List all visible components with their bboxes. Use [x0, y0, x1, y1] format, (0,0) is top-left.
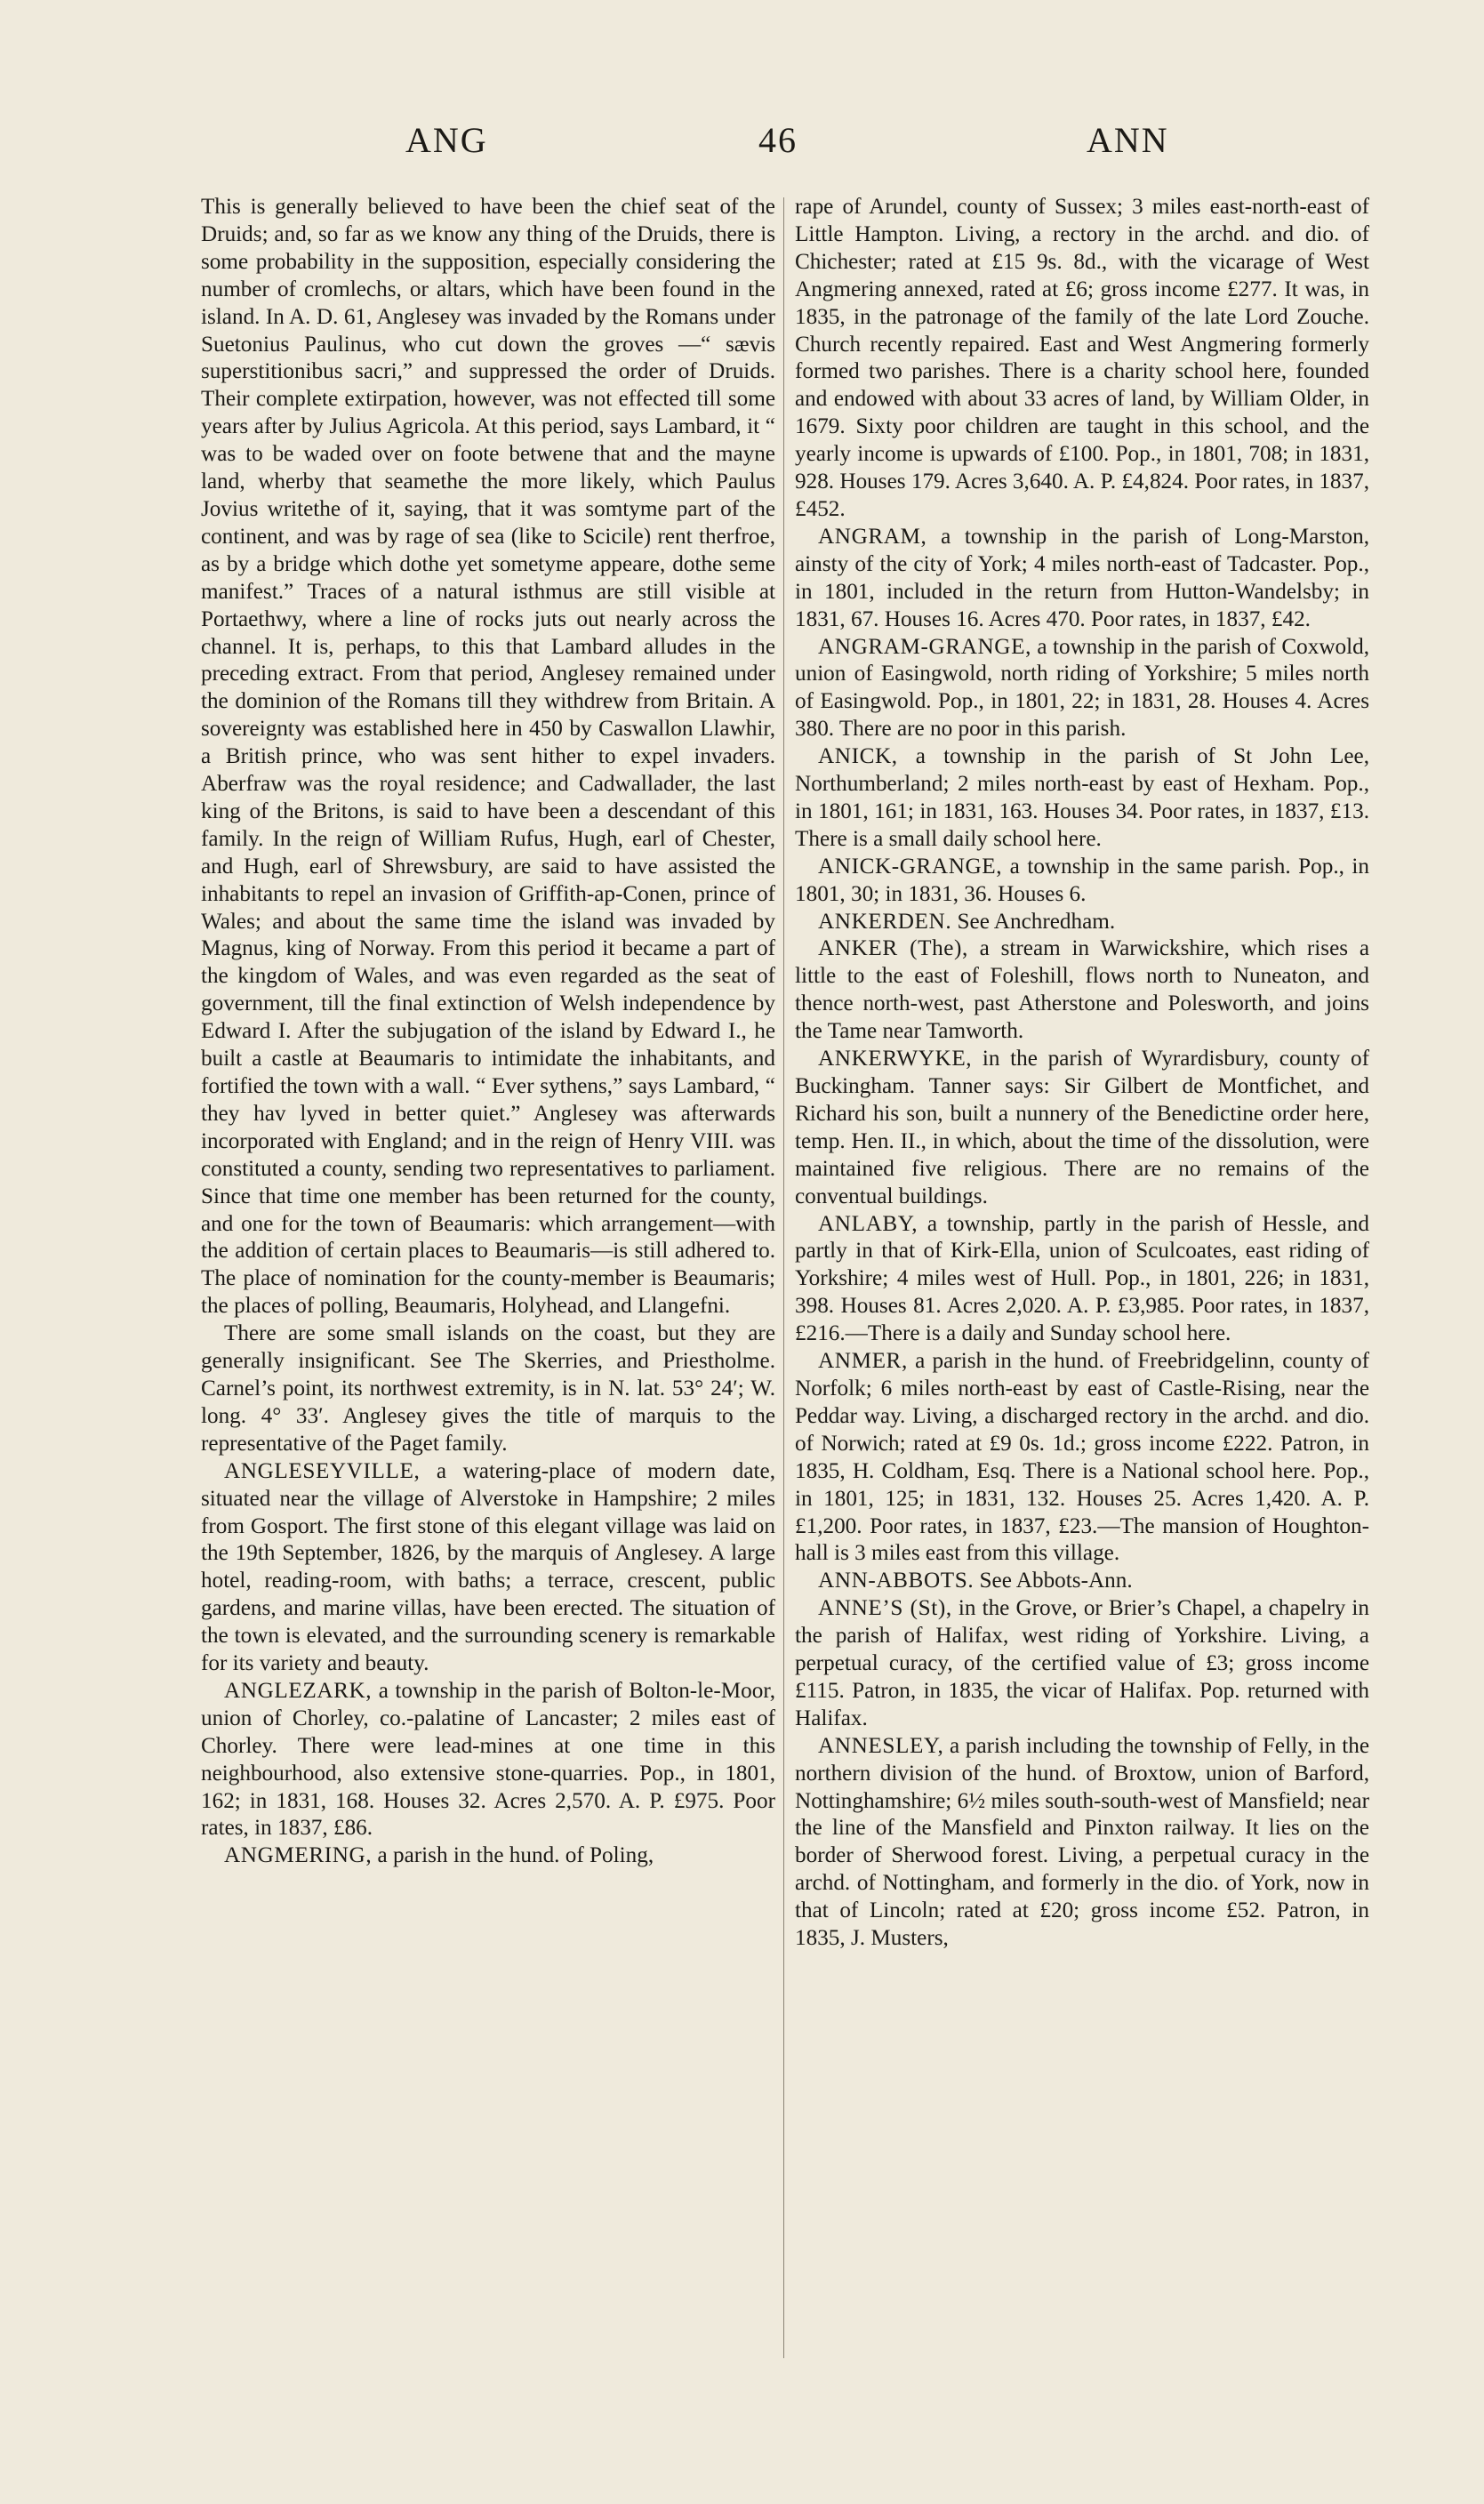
entry-title: ANN-ABBOTS. — [818, 1569, 975, 1593]
entry-title: ANNESLEY, — [818, 1733, 944, 1758]
gazetteer-entry — [795, 935, 1369, 1046]
left-column — [201, 194, 775, 1870]
entry-text: in the parish of Wyrardisbury, county of Buckingham. Tanner says: Sir Gilbert de Montfichet, and Richard his son, built a nunnery of the Benedictine order here, temp. Hen. II., in which, about the time of the dissolution, were maintained five religious. There are no remains of the conventual buildings. — [795, 1047, 1369, 1208]
entry-text: a township in the parish of Long-Marston, ainsty of the city of York; 4 miles north-east of Tadcaster. Pop., in 1801, included in the return from Hutton-Wandelsby; in 1831, 67. Houses 16. Acres 470. Poor rates, in 1837, £42. — [795, 524, 1369, 631]
entry-title: ANGRAM-GRANGE, — [818, 634, 1031, 659]
right-column — [795, 194, 1369, 1953]
gazetteer-entry — [201, 1842, 775, 1870]
gazetteer-entry — [795, 524, 1369, 634]
gazetteer-entry — [795, 743, 1369, 854]
gazetteer-paragraph: There are some small islands on the coast, but they are generally insignificant. See The Skerries, and Priestholme. Carnel’s point, its northwest extremity, is in N. lat. 53° 24′; W. long. 4° 33′. Anglesey gives the title of marquis to the representative of the Paget family. — [201, 1321, 775, 1456]
right-headword: ANN — [1087, 120, 1169, 160]
gazetteer-entry — [201, 1678, 775, 1842]
column-divider — [783, 197, 784, 2358]
gazetteer-entry — [795, 634, 1369, 744]
entry-text: a watering-place of modern date, situated near the village of Alverstoke in Hampshire; 2 miles from Gosport. The first stone of this elegant village was laid on the 19th September, 1826, by the marquis of Anglesey. A large hotel, reading-room, with baths; a terrace, crescent, public gardens, and marine villas, have been erected. The situation of the town is elevated, and the surrounding scenery is remarkable for its variety and beauty. — [201, 1458, 775, 1676]
running-header — [0, 120, 1484, 176]
entry-title: ANLABY, — [818, 1211, 918, 1236]
gazetteer-entry — [795, 1348, 1369, 1568]
entry-text: a township, partly in the parish of Hessle, and partly in that of Kirk-Ella, union of Sculcoates, east riding of Yorkshire; 4 miles west of Hull. Pop., in 1801, 226; in 1831, 398. Houses 81. Acres 2,020. A. P. £3,985. Poor rates, in 1837, £216.—There is a daily and Sunday school here. — [795, 1211, 1369, 1346]
gazetteer-entry — [795, 1211, 1369, 1349]
entry-text: in the Grove, or Brier’s Chapel, a chapelry in the parish of Halifax, west riding of Yorkshire. Living, a perpetual curacy, of the certified value of £3; gross income £115. Patron, in 1835, the vicar of Halifax. Pop. returned with Halifax. — [795, 1596, 1369, 1730]
entry-text: a township in the same parish. Pop., in 1801, 30; in 1831, 36. Houses 6. — [795, 854, 1369, 906]
left-headword: ANG — [405, 120, 488, 160]
entry-title: ANMER, — [818, 1349, 908, 1374]
entry-text: a parish including the township of Felly, in the northern division of the hund. of Broxtow, union of Barford, Nottinghamshire; 6½ miles south-south-west of Mansfield; near the line of the Mansfield and Pinxton railway. It lies on the border of Sherwood forest. Living, a perpetual curacy in the archd. of Nottingham, and formerly in the dio. of York, now in that of Lincoln; rated at £20; gross income £52. Patron, in 1835, J. Musters, — [795, 1733, 1369, 1951]
entry-title: ANGRAM, — [818, 524, 927, 549]
entry-text: a parish in the hund. of Freebridgelinn, county of Norfolk; 6 miles north-east by east of Castle-Rising, near the Peddar way. Living, a discharged rectory in the archd. and dio. of Norwich; rated at £9 0s. 1d.; gross income £222. Patron, in 1835, H. Coldham, Esq. There is a National school here. Pop., in 1801, 125; in 1831, 132. Houses 25. Acres 1,420. A. P. £1,200. Poor rates, in 1837, £23.—The mansion of Houghton-hall is 3 miles east from this village. — [795, 1349, 1369, 1566]
entry-title: ANKERDEN. — [818, 909, 952, 934]
entry-text: a township in the parish of Bolton-le-Moor, union of Chorley, co.-palatine of Lancaster; 2 miles east of Chorley. There were lead-mines at one time in this neighbourhood, also extensive stone-quarries. Pop., in 1801, 162; in 1831, 168. Houses 32. Acres 2,570. A. P. £975. Poor rates, in 1837, £86. — [201, 1678, 775, 1841]
entry-title: ANNE’S (St), — [818, 1596, 952, 1621]
entry-title: ANICK-GRANGE, — [818, 854, 1003, 879]
gazetteer-entry — [795, 1595, 1369, 1733]
gazetteer-entry — [795, 1046, 1369, 1210]
gazetteer-entry — [795, 1568, 1369, 1595]
gazetteer-entry — [201, 1458, 775, 1678]
entry-text: a township in the parish of St John Lee, Northumberland; 2 miles north-east by east of Hexham. Pop., in 1801, 161; in 1831, 163. Houses 34. Poor rates, in 1837, £13. There is a small daily school here. — [795, 744, 1369, 851]
entry-title: ANGLESEYVILLE, — [224, 1458, 421, 1483]
entry-text: a parish in the hund. of Poling, — [372, 1843, 654, 1868]
entry-text: See Anchredham. — [951, 909, 1116, 934]
entry-text: See Abbots-Ann. — [974, 1569, 1133, 1593]
entry-text: a township in the parish of Coxwold, union of Easingwold, north riding of Yorkshire; 5 miles north of Easingwold. Pop., in 1801, 22; in 1831, 28. Houses 4. Acres 380. There are no poor in this parish. — [795, 634, 1369, 742]
entry-title: ANKERWYKE, — [818, 1047, 973, 1071]
entry-title: ANKER (The), — [818, 936, 968, 961]
entry-title: ANGLEZARK, — [224, 1678, 373, 1703]
gazetteer-entry — [795, 1733, 1369, 1953]
gazetteer-paragraph: rape of Arundel, county of Sussex; 3 miles east-north-east of Little Hampton. Living, a rectory in the archd. and dio. of Chichester; rated at £15 9s. 8d., with the vicarage of West Angmering annexed, rated at £6; gross income £277. It was, in 1835, in the patronage of the family of the late Lord Zouche. Church recently repaired. East and West Angmering formerly formed two parishes. There is a charity school here, founded and endowed with about 33 acres of land, by William Older, in 1679. Sixty poor children are taught in this school, and the yearly income is upwards of £100. Pop., in 1801, 708; in 1831, 928. Houses 179. Acres 3,640. A. P. £4,824. Poor rates, in 1837, £452. — [795, 195, 1369, 521]
gazetteer-entry — [795, 909, 1369, 936]
gazetteer-entry — [795, 854, 1369, 909]
entry-title: ANGMERING, — [224, 1843, 373, 1868]
gazetteer-paragraph: This is generally believed to have been the chief seat of the Druids; and, so far as we know any thing of the Druids, there is some probability in the supposition, especially considering the number of cromlechs, or altars, which have been found in the island. In A. D. 61, Anglesey was invaded by the Romans under Suetonius Paulinus, who cut down the groves —“ sævis superstitionibus sacri,” and suppressed the order of Druids. Their complete extirpation, however, was not effected till some years after by Julius Agricola. At this period, says Lambard, it “ was to be waded over on foote betwene that and the mayne land, wherby that seamethe the more likely, which Paulus Jovius writethe of it, saying, that it was somtyme part of the continent, and was by rage of sea (like to Scicile) rent therfroe, as by a bridge which dothe yet sometyme appeare, dothe seme manifest.” Traces of a natural isthmus are still visible at Portaethwy, where a line of rocks juts out nearly across the channel. It is, perhaps, to this that Lambard alludes in the preceding extract. From that period, Anglesey remained under the dominion of the Romans till they withdrew from Britain. A sovereignty was established here in 450 by Caswallon Llawhir, a British prince, who was sent hither to expel invaders. Aberfraw was the royal residence; and Cadwallader, the last king of the Britons, is said to have been a descendant of this family. In the reign of William Rufus, Hugh, earl of Chester, and Hugh, earl of Shrewsbury, are said to have assisted the inhabitants to repel an invasion of Griffith-ap-Conen, prince of Wales; and about the same time the island was invaded by Magnus, king of Norway. From this period it became a part of the kingdom of Wales, and was even regarded as the seat of government, till the final extinction of Welsh independence by Edward I. After the subjugation of the island by Edward I., he built a castle at Beaumaris to intimidate the inhabitants, and fortified the town with a wall. “ Ever sythens,” says Lambard, “ they hav lyved in better quiet.” Anglesey was afterwards incorporated with England; and in the reign of Henry VIII. was constituted a county, sending two representatives to parliament. Since that time one member has been returned for the county, and one for the town of Beaumaris: which arrangement—with the addition of certain places to Beaumaris—is still adhered to. The place of nomination for the county-member is Beaumaris; the places of polling, Beaumaris, Holyhead, and Llangefni. — [201, 195, 775, 1319]
entry-text: a stream in Warwickshire, which rises a little to the east of Foleshill, flows north to Nuneaton, and thence north-west, past Atherstone and Polesworth, and joins the Tame near Tamworth. — [795, 936, 1370, 1044]
page-number: 46 — [758, 120, 798, 160]
entry-title: ANICK, — [818, 744, 898, 769]
